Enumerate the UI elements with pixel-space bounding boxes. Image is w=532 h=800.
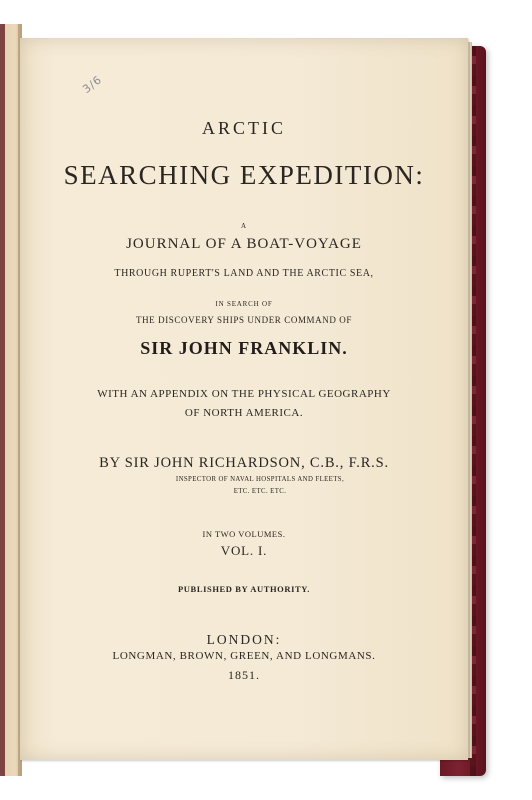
appendix-line-2: OF NORTH AMERICA. (184, 407, 304, 419)
franklin-name: SIR JOHN FRANKLIN. (140, 338, 348, 358)
subtitle-line-1: JOURNAL OF A BOAT-VOYAGE (126, 236, 362, 252)
subtitle-article: A (240, 222, 248, 230)
imprint-year: 1851. (228, 668, 260, 682)
imprint-place: LONDON: (206, 632, 282, 647)
title-line-1: ARCTIC (201, 118, 286, 138)
imprint-publisher: LONGMAN, BROWN, GREEN, AND LONGMANS. (112, 650, 376, 662)
discovery-ships: THE DISCOVERY SHIPS UNDER COMMAND OF (135, 315, 353, 325)
author-etc: ETC. ETC. ETC. (233, 488, 287, 495)
published-by: PUBLISHED BY AUTHORITY. (178, 584, 310, 594)
author-line: BY SIR JOHN RICHARDSON, C.B., F.R.S. (99, 455, 389, 471)
author-title: INSPECTOR OF NAVAL HOSPITALS AND FLEETS, (175, 476, 345, 483)
title-line-2: SEARCHING EXPEDITION: (63, 160, 425, 190)
appendix-line-1: WITH AN APPENDIX ON THE PHYSICAL GEOGRAPHY (97, 388, 391, 400)
volumes-note: IN TWO VOLUMES. (202, 529, 286, 539)
volume-number: VOL. I. (220, 543, 268, 558)
facing-page-edge (0, 24, 22, 776)
subtitle-line-2: THROUGH RUPERT'S LAND AND THE ARCTIC SEA, (114, 268, 374, 279)
pencil-annotation: 3/6 (80, 73, 105, 96)
in-search-of: IN SEARCH OF (215, 300, 273, 308)
